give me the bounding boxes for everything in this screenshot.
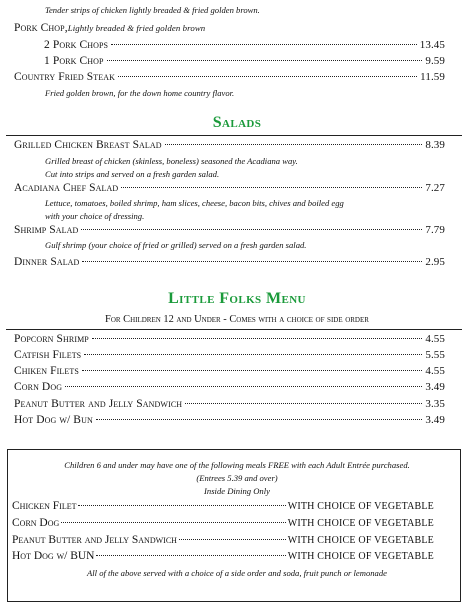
dot-leader bbox=[96, 419, 423, 420]
tenders-description: Tender strips of chicken lightly breaded & fried golden brown. bbox=[45, 5, 260, 15]
dot-leader bbox=[81, 229, 422, 230]
free-meal-corn-dog bbox=[12, 517, 434, 529]
item-name: Grilled Chicken Breast Salad bbox=[14, 139, 162, 151]
menu-item-2-pork-chops bbox=[44, 39, 445, 51]
item-name: Hot Dog w/ BUN bbox=[12, 550, 95, 562]
item-price: 3.49 bbox=[425, 381, 445, 393]
dot-leader bbox=[82, 261, 422, 262]
item-name: Corn Dog bbox=[12, 517, 60, 529]
pork-chop-description: Lightly breaded & fried golden brown bbox=[67, 23, 206, 33]
menu-item-shrimp-salad bbox=[14, 224, 445, 236]
item-name: 1 Pork Chop bbox=[44, 55, 104, 67]
item-price: 7.27 bbox=[425, 182, 445, 194]
country-fried-steak-description: Fried golden brown, for the down home country flavor. bbox=[45, 88, 235, 98]
dot-leader bbox=[61, 522, 285, 523]
dot-leader bbox=[165, 144, 423, 145]
item-price: 4.55 bbox=[425, 333, 445, 345]
item-price: 11.59 bbox=[420, 71, 445, 83]
item-name: Popcorn Shrimp bbox=[14, 333, 89, 345]
free-meals-line-3: Inside Dining Only bbox=[204, 486, 270, 496]
item-note: WITH CHOICE OF VEGETABLE bbox=[287, 518, 434, 529]
pork-chop-name: Pork Chop, bbox=[14, 22, 68, 34]
item-price: 2.95 bbox=[425, 256, 445, 268]
item-name: Catfish Filets bbox=[14, 349, 82, 361]
little-folks-heading: Little Folks Menu bbox=[168, 290, 306, 307]
dot-leader bbox=[65, 386, 422, 387]
salads-heading: Salads bbox=[212, 114, 262, 131]
item-price: 9.59 bbox=[425, 55, 445, 67]
item-name: 2 Pork Chops bbox=[44, 39, 109, 51]
item-price: 3.49 bbox=[425, 414, 445, 426]
dot-leader bbox=[121, 187, 422, 188]
item-name: Chicken Filet bbox=[12, 500, 77, 512]
menu-item-grilled-chicken-breast-salad bbox=[14, 139, 445, 151]
item-name: Hot Dog w/ Bun bbox=[14, 414, 93, 426]
section-divider bbox=[6, 135, 462, 136]
dot-leader bbox=[107, 60, 423, 61]
item-name: Country Fried Steak bbox=[14, 71, 115, 83]
item-note: WITH CHOICE OF VEGETABLE bbox=[287, 501, 434, 512]
dot-leader bbox=[185, 403, 422, 404]
dot-leader bbox=[84, 354, 422, 355]
dot-leader bbox=[78, 505, 285, 506]
pork-chop-header bbox=[14, 22, 445, 34]
menu-item-country-fried-steak bbox=[14, 71, 445, 83]
item-description: Grilled breast of chicken (skinless, boneless) seasoned the Acadiana way. bbox=[45, 156, 298, 166]
menu-item-corn-dog bbox=[14, 381, 445, 393]
menu-item-chiken-filets bbox=[14, 365, 445, 377]
dot-leader bbox=[92, 338, 422, 339]
menu-item-pb-and-j-sandwich bbox=[14, 398, 445, 410]
dot-leader bbox=[82, 370, 422, 371]
item-note: WITH CHOICE OF VEGETABLE bbox=[287, 535, 434, 546]
item-name: Acadiana Chef Salad bbox=[14, 182, 119, 194]
item-name: Peanut Butter and Jelly Sandwich bbox=[14, 398, 183, 410]
item-price: 13.45 bbox=[419, 39, 445, 51]
item-name: Peanut Butter and Jelly Sandwich bbox=[12, 534, 177, 546]
item-description: Lettuce, tomatoes, boiled shrimp, ham slices, cheese, bacon bits, chives and boiled egg bbox=[45, 198, 344, 208]
free-meal-hot-dog bbox=[12, 550, 434, 562]
item-price: 5.55 bbox=[425, 349, 445, 361]
item-description: with your choice of dressing. bbox=[45, 211, 145, 221]
menu-item-catfish-filets bbox=[14, 349, 445, 361]
item-price: 4.55 bbox=[425, 365, 445, 377]
item-note: WITH CHOICE OF VEGETABLE bbox=[287, 551, 434, 562]
free-meal-chicken-filet bbox=[12, 500, 434, 512]
free-meals-line-1: Children 6 and under may have one of the following meals FREE with each Adult Entrée purchased. bbox=[64, 460, 410, 470]
item-name: Dinner Salad bbox=[14, 256, 80, 268]
item-price: 3.35 bbox=[425, 398, 445, 410]
item-description: Cut into strips and served on a fresh garden salad. bbox=[45, 169, 220, 179]
item-price: 7.79 bbox=[425, 224, 445, 236]
item-name: Corn Dog bbox=[14, 381, 63, 393]
dot-leader bbox=[96, 555, 285, 556]
dot-leader bbox=[118, 76, 417, 77]
menu-item-popcorn-shrimp bbox=[14, 333, 445, 345]
menu-item-acadiana-chef-salad bbox=[14, 182, 445, 194]
menu-item-dinner-salad bbox=[14, 256, 445, 268]
dot-leader bbox=[111, 44, 417, 45]
item-price: 8.39 bbox=[425, 139, 445, 151]
item-name: Shrimp Salad bbox=[14, 224, 79, 236]
little-folks-note: For Children 12 and Under - Comes with a choice of side order bbox=[105, 314, 369, 325]
menu-item-hot-dog bbox=[14, 414, 445, 426]
section-divider bbox=[6, 329, 462, 330]
item-name: Chiken Filets bbox=[14, 365, 79, 377]
item-description: Gulf shrimp (your choice of fried or grilled) served on a fresh garden salad. bbox=[45, 240, 307, 250]
dot-leader bbox=[179, 539, 286, 540]
menu-item-1-pork-chop bbox=[44, 55, 445, 67]
free-meals-footer: All of the above served with a choice of a side order and soda, fruit punch or lemonade bbox=[87, 568, 387, 578]
free-meals-line-2: (Entrees 5.39 and over) bbox=[196, 473, 278, 483]
free-meal-pb-and-j bbox=[12, 534, 434, 546]
